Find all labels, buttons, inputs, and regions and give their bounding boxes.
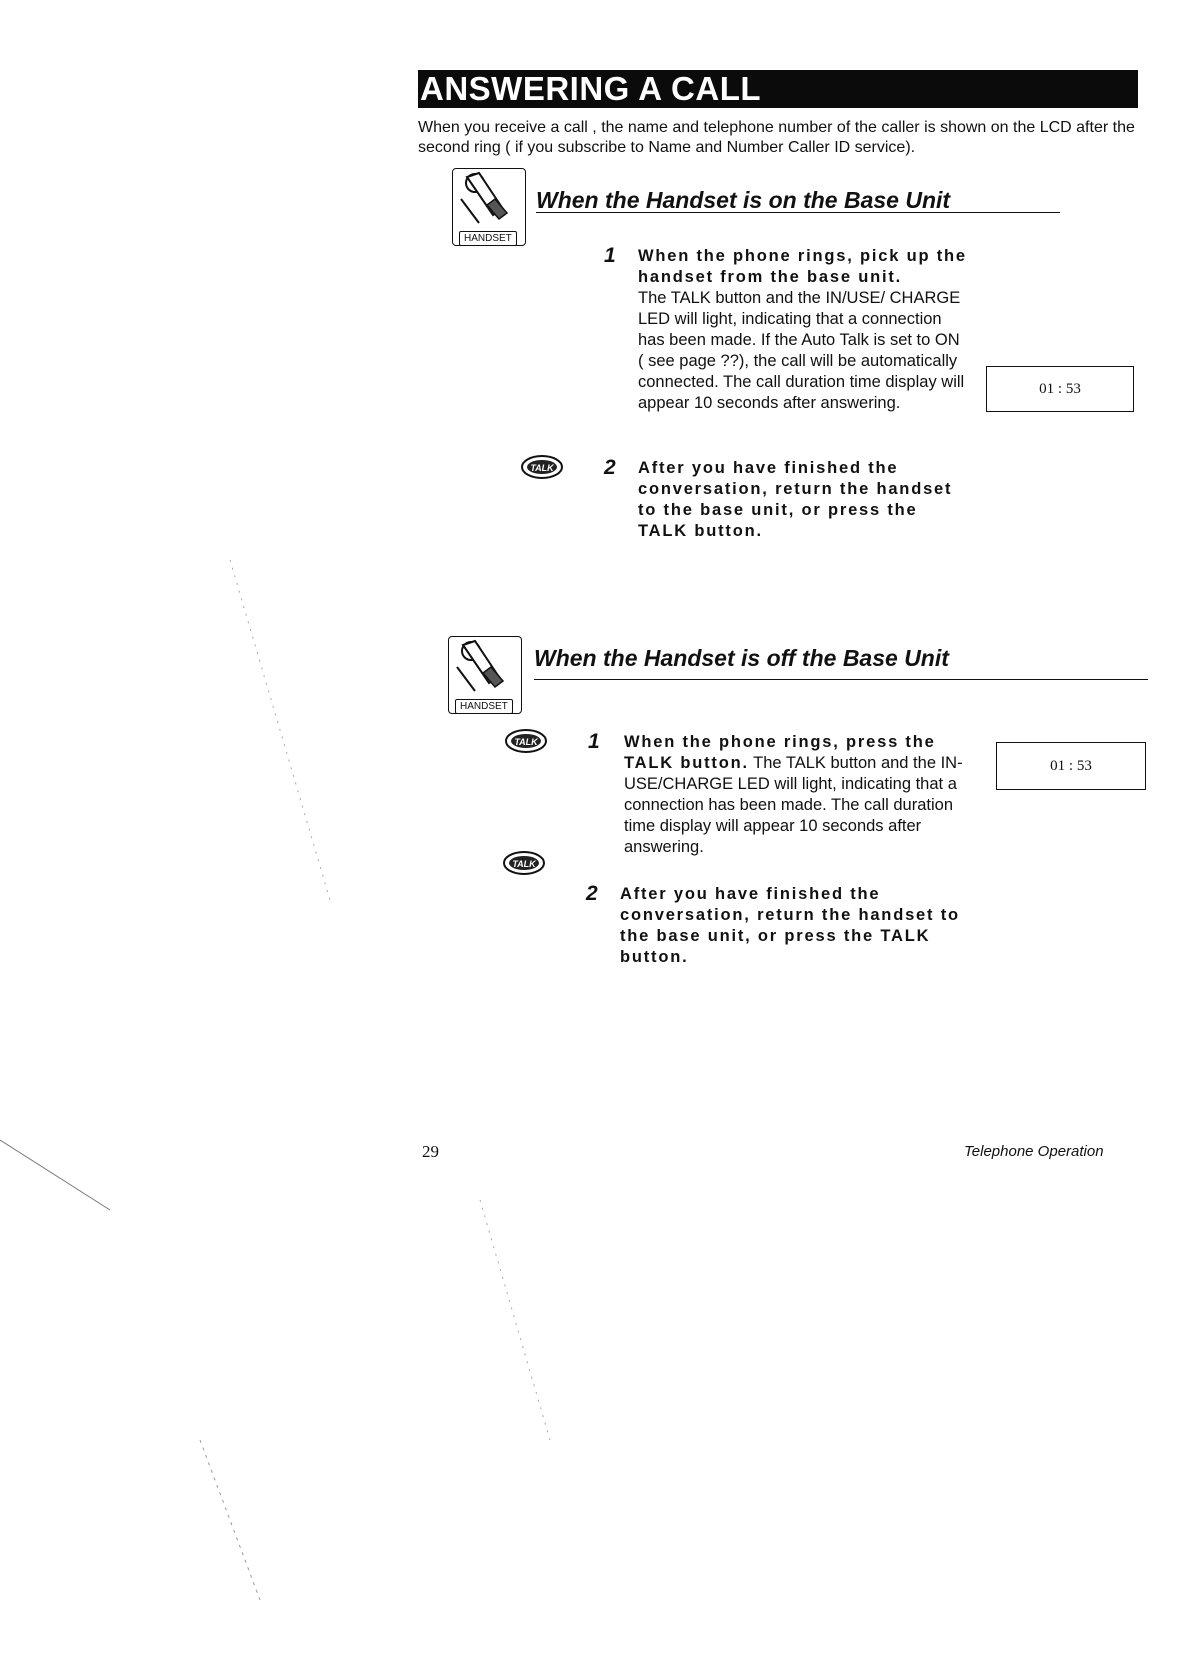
step-1-text: The TALK button and the IN/USE/ CHARGE LED will light, indicating that a connection has been made. If the Auto Talk is set to ON ( see page ??), the call will be automatically connected. The call duration time display will appear 10 seconds after answering.: [638, 289, 965, 412]
lcd-display: 01 : 53: [996, 742, 1146, 790]
step-number: 2: [604, 456, 616, 479]
step-1-bold: When the phone rings, press the TALK button.: [624, 733, 936, 772]
section-heading-off-base: When the Handset is off the Base Unit: [534, 645, 949, 671]
intro-paragraph: When you receive a call , the name and telephone number of the caller is shown on the LCD after the second ring ( if you subscribe to Name and Number Caller ID service).: [418, 119, 1135, 156]
step-2-off-base: After you have finished the conversation, return the handset to the base unit, or press the TALK button.: [620, 885, 960, 966]
page-title: ANSWERING A CALL: [420, 70, 762, 107]
handset-icon-label: HANDSET: [459, 231, 517, 246]
talk-icon-label: TALK: [530, 463, 554, 473]
lcd-display: 01 : 53: [986, 366, 1134, 412]
step-2-on-base: After you have finished the conversation, return the handset to the base unit, or press the TALK button.: [638, 459, 953, 540]
talk-icon-label: TALK: [514, 737, 538, 747]
step-number: 1: [588, 730, 600, 753]
section-heading-on-base: When the Handset is on the Base Unit: [536, 187, 951, 213]
footer-section-label: Telephone Operation: [964, 1143, 1104, 1160]
talk-icon-label: TALK: [512, 859, 536, 869]
handset-icon-label: HANDSET: [455, 699, 513, 714]
step-number: 2: [586, 882, 598, 905]
page-number: 29: [422, 1142, 439, 1161]
step-number: 1: [604, 244, 616, 267]
step-1-text: The TALK button and the IN-USE/CHARGE LED will light, indicating that a connection has been made. The call duration time display will appear 10 seconds after answering.: [624, 754, 963, 856]
step-1-bold: When the phone rings, pick up the handset from the base unit.: [638, 247, 967, 286]
